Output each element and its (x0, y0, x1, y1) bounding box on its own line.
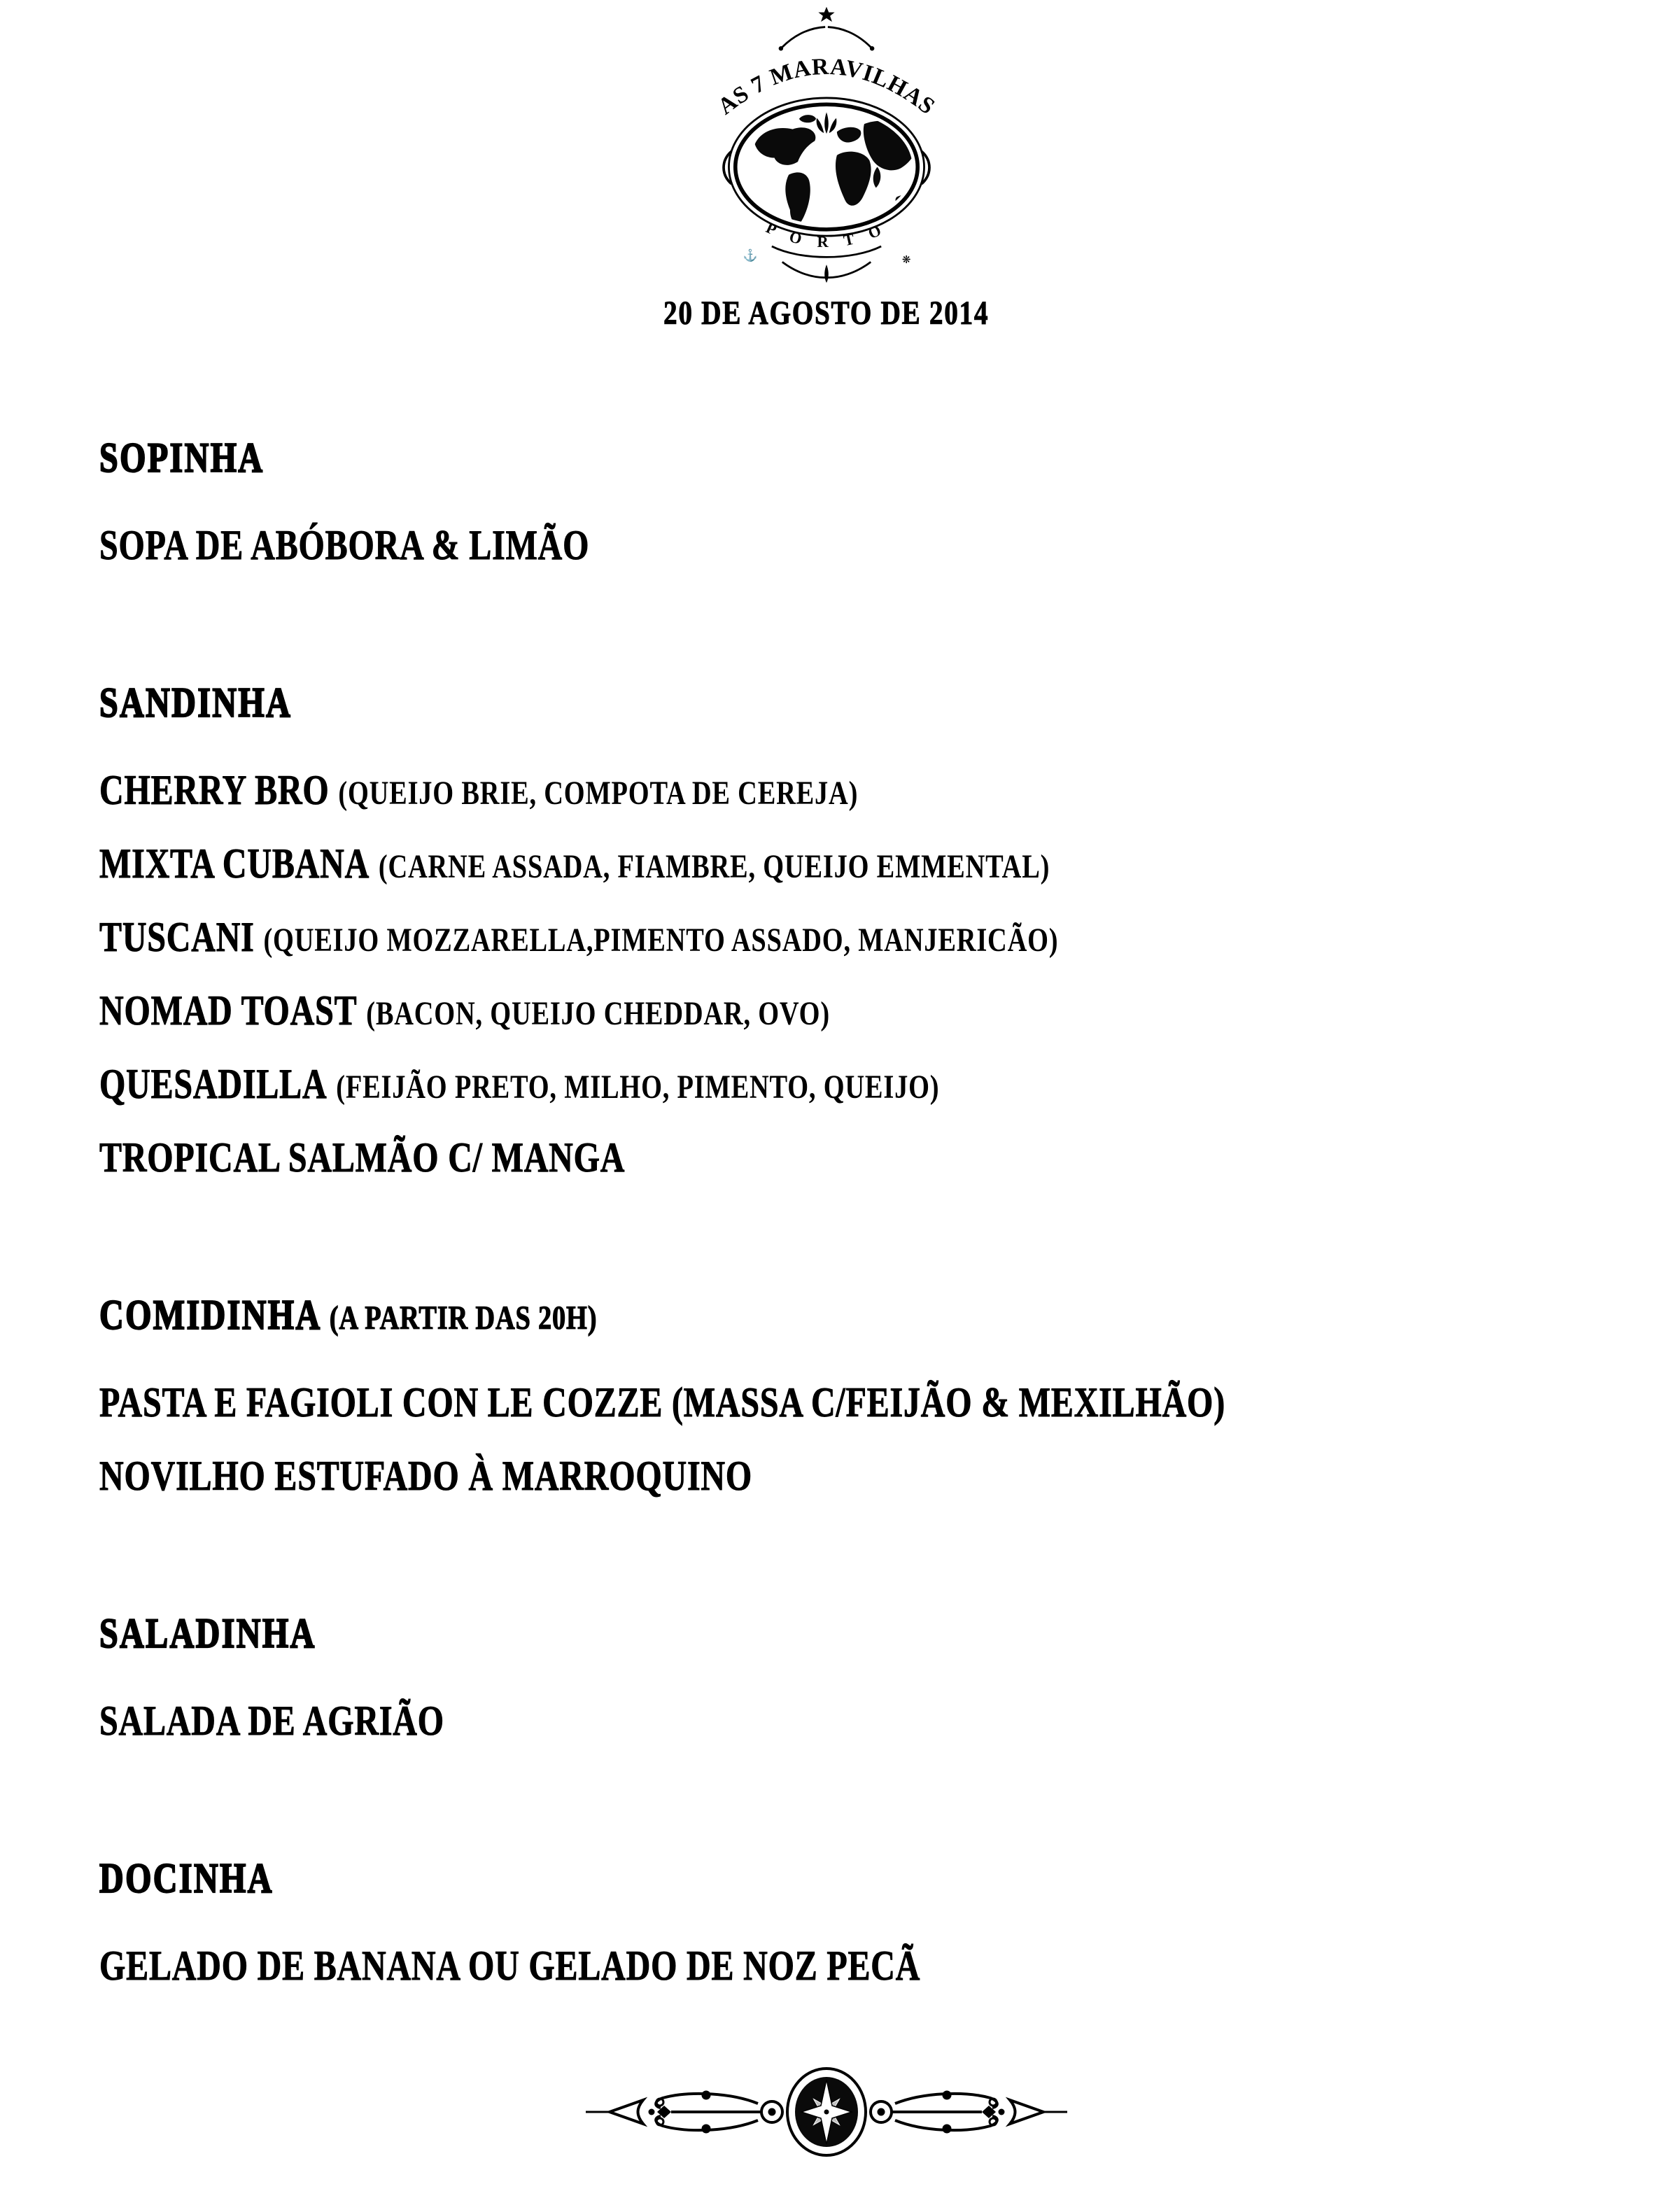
section-title-row (99, 1854, 1653, 1928)
menu-item (99, 1379, 1653, 1452)
divider-left-arrow (586, 2100, 671, 2124)
section-title-row (99, 679, 1653, 752)
section-title: SANDINHA (99, 679, 293, 726)
item-note: (BACON, QUEIJO CHEDDAR, OVO) (366, 994, 830, 1032)
item-name: GELADO DE BANANA OU GELADO DE NOZ PECÃ (99, 1942, 921, 1989)
anchor-icon: ⚓ (743, 248, 758, 262)
section-title-row (99, 434, 1653, 507)
divider-right-ring-dot (878, 2108, 885, 2115)
lotus-ornament (817, 112, 837, 134)
item-name: CHERRY BRO (99, 766, 330, 813)
lotus-ornament-bottom (824, 265, 829, 283)
menu-section-sopinha (99, 434, 1653, 595)
compass-divider-icon (582, 2056, 1071, 2168)
item-name: TROPICAL SALMÃO C/ MANGA (99, 1134, 626, 1181)
item-name: SOPA DE ABÓBORA & LIMÃO (99, 521, 590, 568)
menu-item (99, 1134, 1653, 1207)
menu-section-comidinha (99, 1291, 1653, 1526)
section-title: SOPINHA (99, 435, 265, 481)
menu-item (99, 1697, 1653, 1770)
divider-left-ring-dot (768, 2108, 776, 2115)
section-title: COMIDINHA (99, 1291, 322, 1338)
menu-body (0, 434, 1653, 2015)
star-icon (818, 7, 834, 22)
item-name: PASTA E FAGIOLI CON LE COZZE (MASSA C/FEIJÃO & MEXILHÃO) (99, 1379, 1225, 1425)
menu-item (99, 987, 1653, 1060)
item-name: NOMAD TOAST (99, 987, 358, 1034)
divider-right-arrow (982, 2100, 1067, 2124)
divider-left-lines (656, 2090, 762, 2133)
menu-item (99, 1060, 1653, 1134)
logo-title: AS 7 MARAVILHAS (712, 53, 941, 120)
menu-item (99, 766, 1653, 840)
item-name: QUESADILLA (99, 1060, 328, 1107)
menu-item (99, 840, 1653, 913)
menu-section-sandinha (99, 679, 1653, 1207)
item-name: SALADA DE AGRIÃO (99, 1697, 444, 1744)
logo-header (0, 0, 1653, 284)
footer (0, 2056, 1653, 2168)
section-title: SALADINHA (99, 1609, 316, 1656)
world-map (755, 115, 917, 224)
menu-item (99, 1452, 1653, 1526)
menu-section-docinha (99, 1854, 1653, 2015)
menu-item (99, 913, 1653, 987)
menu-date-text: 20 DE AGOSTO DE 2014 (663, 295, 990, 332)
item-name: MIXTA CUBANA (99, 840, 370, 887)
menu-item (99, 521, 1653, 595)
menu-date (0, 294, 1653, 332)
item-note: (FEIJÃO PRETO, MILHO, PIMENTO, QUEIJO) (336, 1068, 940, 1106)
divider-right-lines (891, 2090, 997, 2133)
item-name: NOVILHO ESTUFADO À MARROQUINO (99, 1452, 753, 1499)
item-note: (CARNE ASSADA, FIAMBRE, QUEIJO EMMENTAL) (378, 847, 1050, 885)
section-title-row (99, 1609, 1653, 1683)
logo-emblem (709, 4, 944, 284)
crest-flourish-top (779, 27, 875, 51)
section-title: DOCINHA (99, 1854, 274, 1901)
section-title-row (99, 1291, 1653, 1365)
section-title-note: (A PARTIR DAS 20H) (329, 1299, 598, 1337)
menu-section-saladinha (99, 1609, 1653, 1770)
rosette-icon: ❋ (901, 255, 911, 267)
compass-rose-icon (787, 2069, 866, 2155)
logo-city: P O R T O (763, 218, 890, 251)
item-name: TUSCANI (99, 913, 255, 960)
item-note: (QUEIJO BRIE, COMPOTA DE CEREJA) (338, 774, 859, 812)
item-note: (QUEIJO MOZZARELLA,PIMENTO ASSADO, MANJERICÃO) (263, 921, 1059, 959)
menu-item (99, 1942, 1653, 2015)
